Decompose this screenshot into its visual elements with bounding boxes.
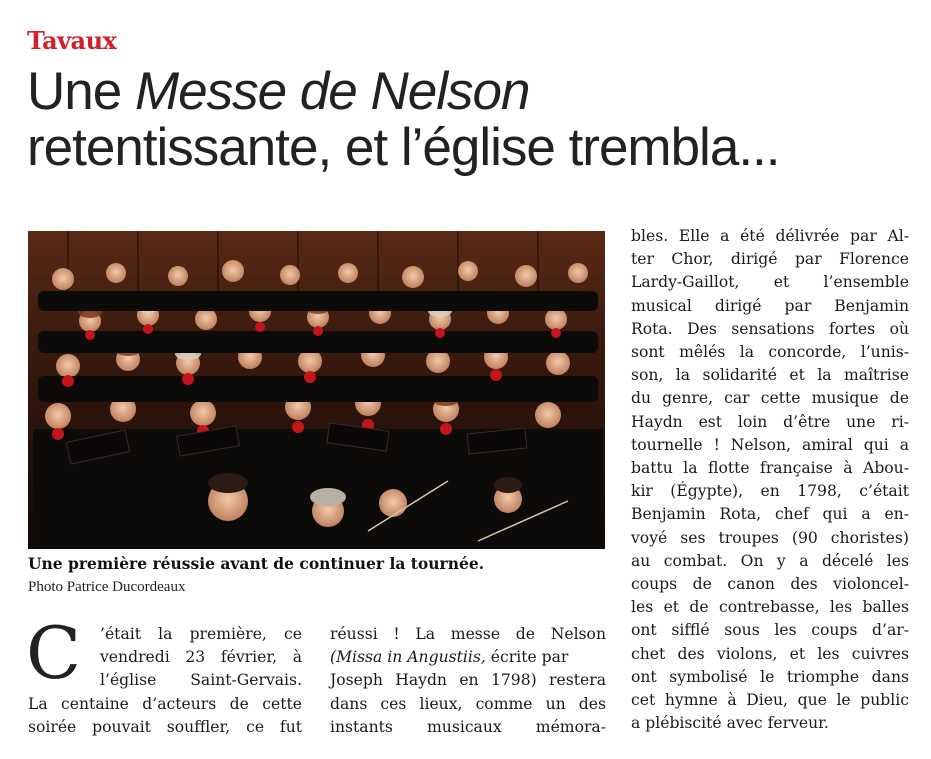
text-line: La centaine d’acteurs de cette: [28, 694, 302, 713]
headline: [27, 64, 907, 176]
text-line: bles. Elle a été délivrée par Al-: [631, 227, 909, 245]
headline-part1: Une: [27, 62, 135, 121]
text-line: dans ces lieux, comme un des: [330, 694, 606, 713]
text-line: chet des violons, et les cuivres: [631, 644, 909, 663]
text-line: soirée pouvait souffler, ce fut: [28, 717, 302, 736]
text-line: voyé ses troupes (90 choristes): [631, 528, 909, 547]
text-italic: (Missa in Angustiis,: [330, 648, 486, 667]
photo-credit: Photo Patrice Ducordeaux: [28, 579, 186, 595]
headline-part2: retentissante, et l’église trembla...: [27, 118, 780, 177]
text-line: ’était la première, ce: [100, 625, 302, 643]
text-line: Joseph Haydn en 1798) restera: [330, 671, 606, 690]
text-line: ter Chor, dirigé par Florence: [631, 250, 909, 269]
text-line: instants musicaux mémora-: [330, 717, 606, 736]
text-line: tournelle ! Nelson, amiral qui a: [631, 435, 909, 454]
text-line: cet hymne à Dieu, que le public: [631, 691, 909, 710]
text-line: au combat. On y a décelé les: [631, 551, 909, 570]
text-line: son, la solidarité et la maîtrise: [631, 366, 909, 385]
text-line: du genre, car cette musique de: [631, 389, 909, 408]
text-line: coups de canon des violoncel-: [631, 575, 909, 594]
text-line: Haydn est loin d’être une ri-: [631, 412, 909, 431]
text-line: ont sifflé sous les coups d’ar-: [631, 621, 909, 640]
text-line: [330, 646, 606, 669]
section-label: Tavaux: [27, 26, 117, 55]
text-line: kir (Égypte), en 1798, c’était: [631, 482, 909, 501]
text-line: l’église Saint-Gervais.: [100, 671, 302, 690]
photo-caption: Une première réussie avant de continuer la tournée.: [28, 554, 485, 573]
headline-italic: Messe de Nelson: [134, 62, 530, 121]
text-line: vendredi 23 février, à: [100, 648, 302, 667]
text-line: les et de contrebasse, les balles: [631, 598, 909, 617]
column-3: [631, 225, 909, 735]
column-2: [330, 623, 606, 739]
drop-cap: C: [26, 611, 82, 695]
choir-photo: [28, 231, 605, 549]
text-rest: écrite par: [485, 648, 569, 667]
text-line: réussi ! La messe de Nelson: [330, 625, 606, 643]
text-line: Benjamin Rota, chef qui a en-: [631, 505, 909, 524]
text-line: sont mêlés la concorde, l’unis-: [631, 343, 909, 362]
text-line: Lardy-Gaillot, et l’ensemble: [631, 273, 909, 292]
text-line: musical dirigé par Benjamin: [631, 296, 909, 315]
text-line: Rota. Des sensations fortes où: [631, 319, 909, 338]
text-line: battu la flotte française à Abou-: [631, 459, 909, 478]
column-1: [28, 623, 302, 739]
text-line: a plébiscité avec ferveur.: [631, 714, 829, 733]
text-line: ont symbolisé le triomphe dans: [631, 667, 909, 686]
